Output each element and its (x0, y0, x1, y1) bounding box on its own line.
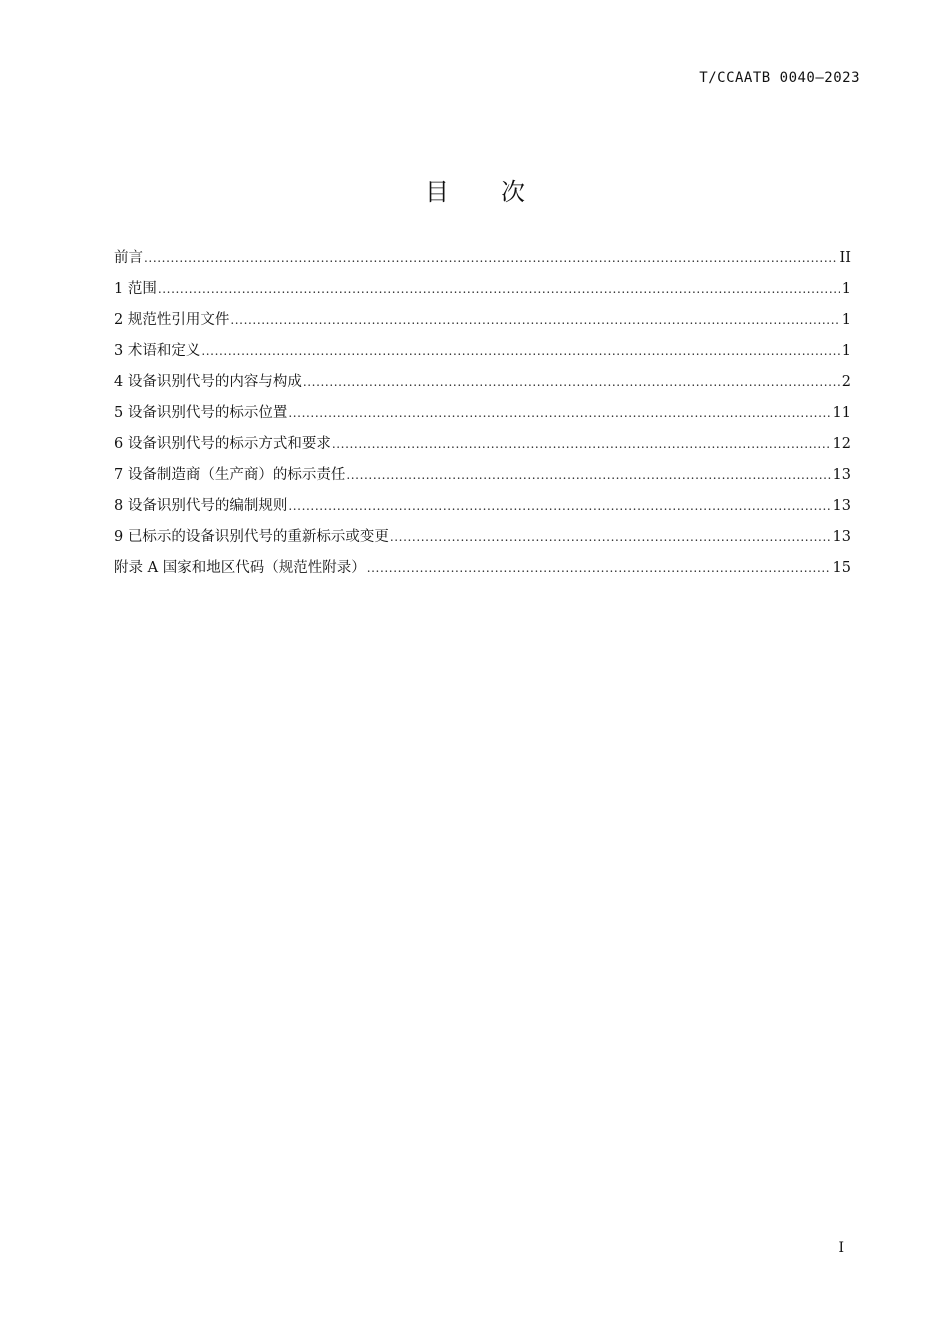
toc-item-terms-definitions[interactable] (114, 340, 851, 371)
dot-leader (332, 433, 831, 455)
toc-item-label: 8 设备识别代号的编制规则 (114, 498, 288, 514)
toc-item-label: 5 设备识别代号的标示位置 (114, 405, 288, 421)
toc-item-page: 12 (832, 436, 851, 452)
standard-code: T/CCAATB 0040—2023 (699, 70, 860, 86)
dot-leader (288, 402, 830, 424)
table-of-contents (114, 247, 851, 588)
toc-item-label: 9 已标示的设备识别代号的重新标示或变更 (114, 529, 389, 545)
toc-item-annex-a[interactable] (114, 557, 851, 588)
toc-item-page: 2 (841, 374, 851, 390)
dot-leader (390, 526, 831, 548)
dot-leader (230, 309, 839, 331)
dot-leader (144, 247, 838, 269)
dot-leader (158, 278, 840, 300)
toc-item-content-composition[interactable] (114, 371, 851, 402)
toc-item-label: 附录 A 国家和地区代码（规范性附录） (114, 560, 366, 576)
toc-item-page: 11 (832, 405, 851, 421)
toc-item-scope[interactable] (114, 278, 851, 309)
toc-item-page: 13 (832, 467, 851, 483)
dot-leader (367, 557, 831, 579)
toc-item-page: 13 (832, 529, 851, 545)
dot-leader (288, 495, 830, 517)
toc-item-label: 2 规范性引用文件 (114, 312, 230, 328)
toc-item-manufacturer-responsibility[interactable] (114, 464, 851, 495)
toc-item-page: II (839, 250, 851, 266)
toc-item-label: 7 设备制造商（生产商）的标示责任 (114, 467, 346, 483)
toc-item-label: 1 范围 (114, 281, 157, 297)
toc-item-page: 13 (832, 498, 851, 514)
toc-item-page: 1 (841, 281, 851, 297)
page-title: 目次 (425, 178, 577, 206)
toc-item-page: 15 (832, 560, 851, 576)
toc-item-marking-position[interactable] (114, 402, 851, 433)
toc-item-label: 4 设备识别代号的内容与构成 (114, 374, 302, 390)
toc-item-label: 3 术语和定义 (114, 343, 201, 359)
dot-leader (346, 464, 830, 486)
toc-item-foreword[interactable] (114, 247, 851, 278)
dot-leader (303, 371, 840, 393)
footer-page-number: I (838, 1240, 844, 1256)
toc-item-page: 1 (841, 312, 851, 328)
toc-item-normative-references[interactable] (114, 309, 851, 340)
toc-item-marking-method[interactable] (114, 433, 851, 464)
toc-item-remarking-change[interactable] (114, 526, 851, 557)
toc-item-coding-rules[interactable] (114, 495, 851, 526)
dot-leader (201, 340, 839, 362)
toc-item-label: 前言 (114, 250, 143, 266)
toc-item-label: 6 设备识别代号的标示方式和要求 (114, 436, 331, 452)
toc-item-page: 1 (841, 343, 851, 359)
